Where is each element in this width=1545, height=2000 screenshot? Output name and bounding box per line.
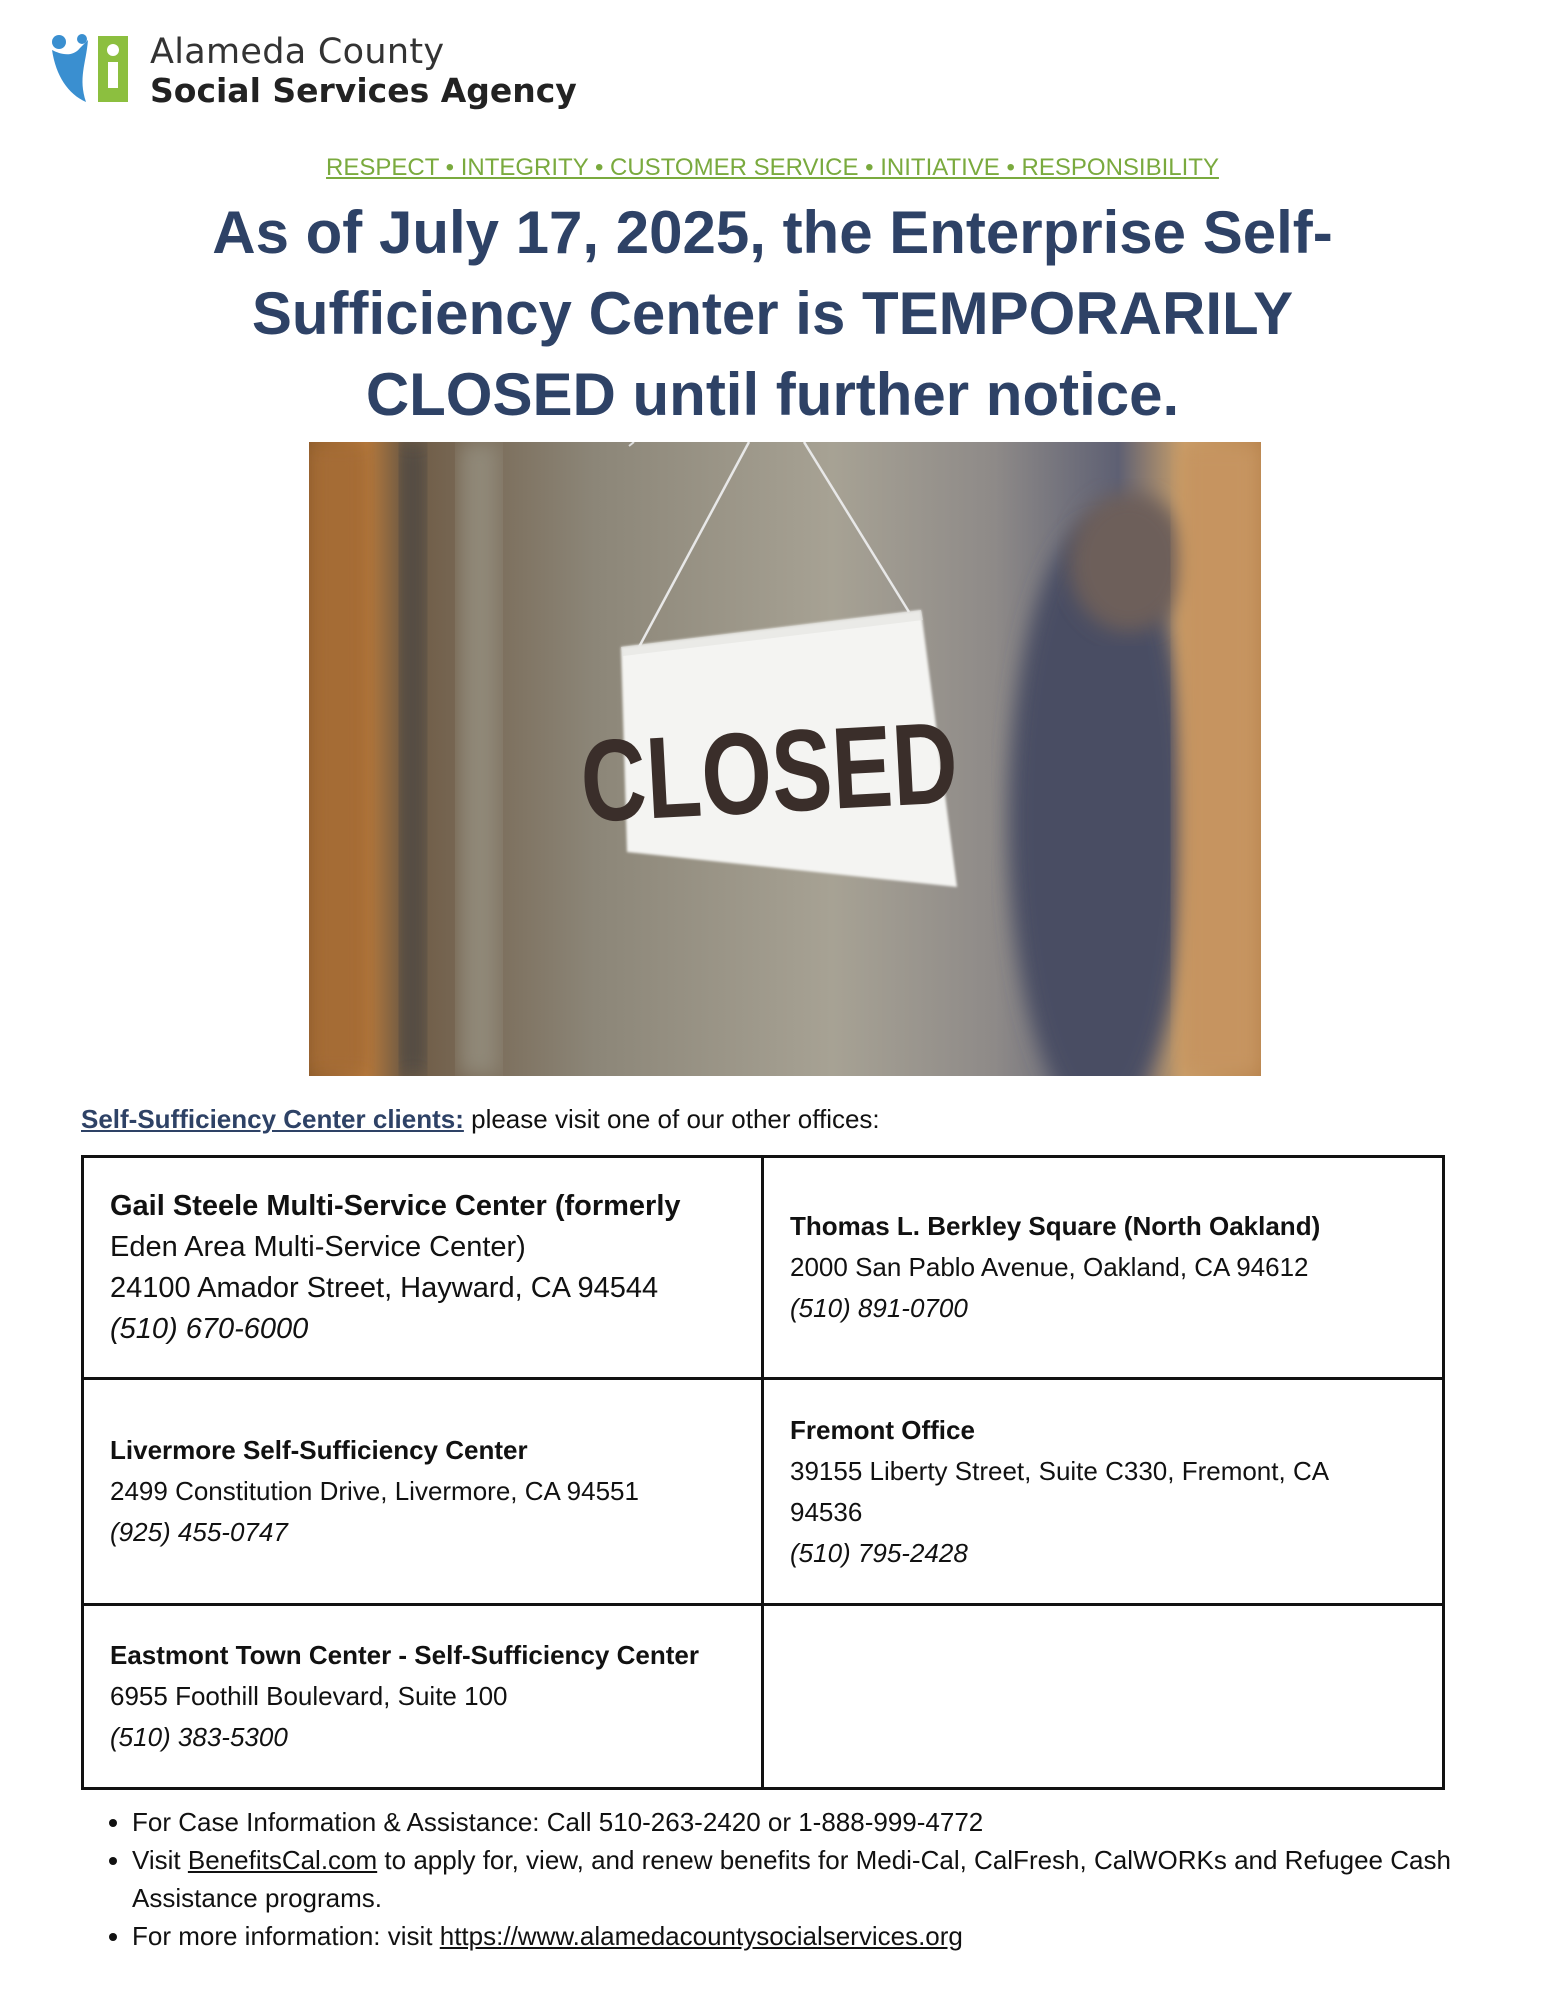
values-link[interactable]: RESPECT • INTEGRITY • CUSTOMER SERVICE • INITIATIVE • RESPONSIBILITY	[326, 154, 1219, 181]
office-address-line2: 24100 Amador Street, Hayward, CA 94544	[110, 1271, 659, 1304]
closed-sign-photo	[309, 442, 1261, 1076]
benefitscal-link[interactable]: BenefitsCal.com	[187, 1845, 378, 1875]
office-phone: (510) 891-0700	[790, 1293, 968, 1323]
org-name-line2: Social Services Agency	[150, 71, 577, 111]
more-info-prefix: For more information: visit	[132, 1921, 440, 1951]
office-name: Gail Steele Multi-Service Center (formerly	[110, 1189, 681, 1222]
offices-table	[81, 1155, 1445, 1790]
office-cell	[84, 1380, 764, 1606]
office-name: Livermore Self-Sufficiency Center	[110, 1435, 528, 1465]
office-name: Thomas L. Berkley Square (North Oakland)	[790, 1211, 1321, 1241]
empty-cell	[764, 1606, 1442, 1787]
office-phone: (510) 795-2428	[790, 1537, 968, 1568]
office-address: 39155 Liberty Street, Suite C330, Fremont, CA 94536	[790, 1455, 1328, 1527]
office-address: 2499 Constitution Drive, Livermore, CA 94551	[110, 1476, 639, 1506]
agency-logo-icon	[50, 34, 128, 104]
org-name-line1: Alameda County	[150, 32, 445, 72]
clients-text: please visit one of our other offices:	[463, 1104, 880, 1134]
page-headline: As of July 17, 2025, the Enterprise Self-Sufficiency Center is TEMPORARILY CLOSED until further notice.	[212, 199, 1333, 428]
list-item	[132, 1917, 1492, 1955]
office-phone: (510) 383-5300	[110, 1722, 288, 1752]
list-item	[132, 1841, 1492, 1917]
office-cell	[764, 1380, 1442, 1606]
clients-lead: Self-Sufficiency Center clients:	[81, 1104, 464, 1134]
office-address: 6955 Foothill Boulevard, Suite 100	[110, 1681, 508, 1711]
agency-website-link[interactable]: https://www.alamedacountysocialservices.org	[439, 1921, 963, 1951]
clients-instructions	[81, 1104, 880, 1135]
visit-suffix: to apply for, view, and renew benefits for Medi-Cal, CalFresh, CalWORKs and Refugee Cash Assistance programs.	[132, 1845, 1451, 1913]
office-name: Eastmont Town Center - Self-Sufficiency Center	[110, 1640, 699, 1670]
office-phone: (510) 670-6000	[110, 1312, 309, 1345]
visit-prefix: Visit	[132, 1845, 188, 1875]
list-item	[132, 1803, 1492, 1841]
office-cell	[84, 1158, 764, 1380]
office-cell	[764, 1158, 1442, 1380]
case-info-text: For Case Information & Assistance: Call 510-263-2420 or 1-888-999-4772	[132, 1807, 984, 1837]
office-name: Fremont Office	[790, 1414, 975, 1445]
office-cell	[84, 1606, 764, 1787]
agency-logo	[50, 34, 577, 110]
office-address: Eden Area Multi-Service Center)	[110, 1230, 526, 1263]
office-address: 2000 San Pablo Avenue, Oakland, CA 94612	[790, 1252, 1309, 1282]
info-bullets	[100, 1803, 1492, 1955]
office-phone: (925) 455-0747	[110, 1517, 288, 1547]
closed-sign-text: CLOSED	[577, 698, 961, 848]
